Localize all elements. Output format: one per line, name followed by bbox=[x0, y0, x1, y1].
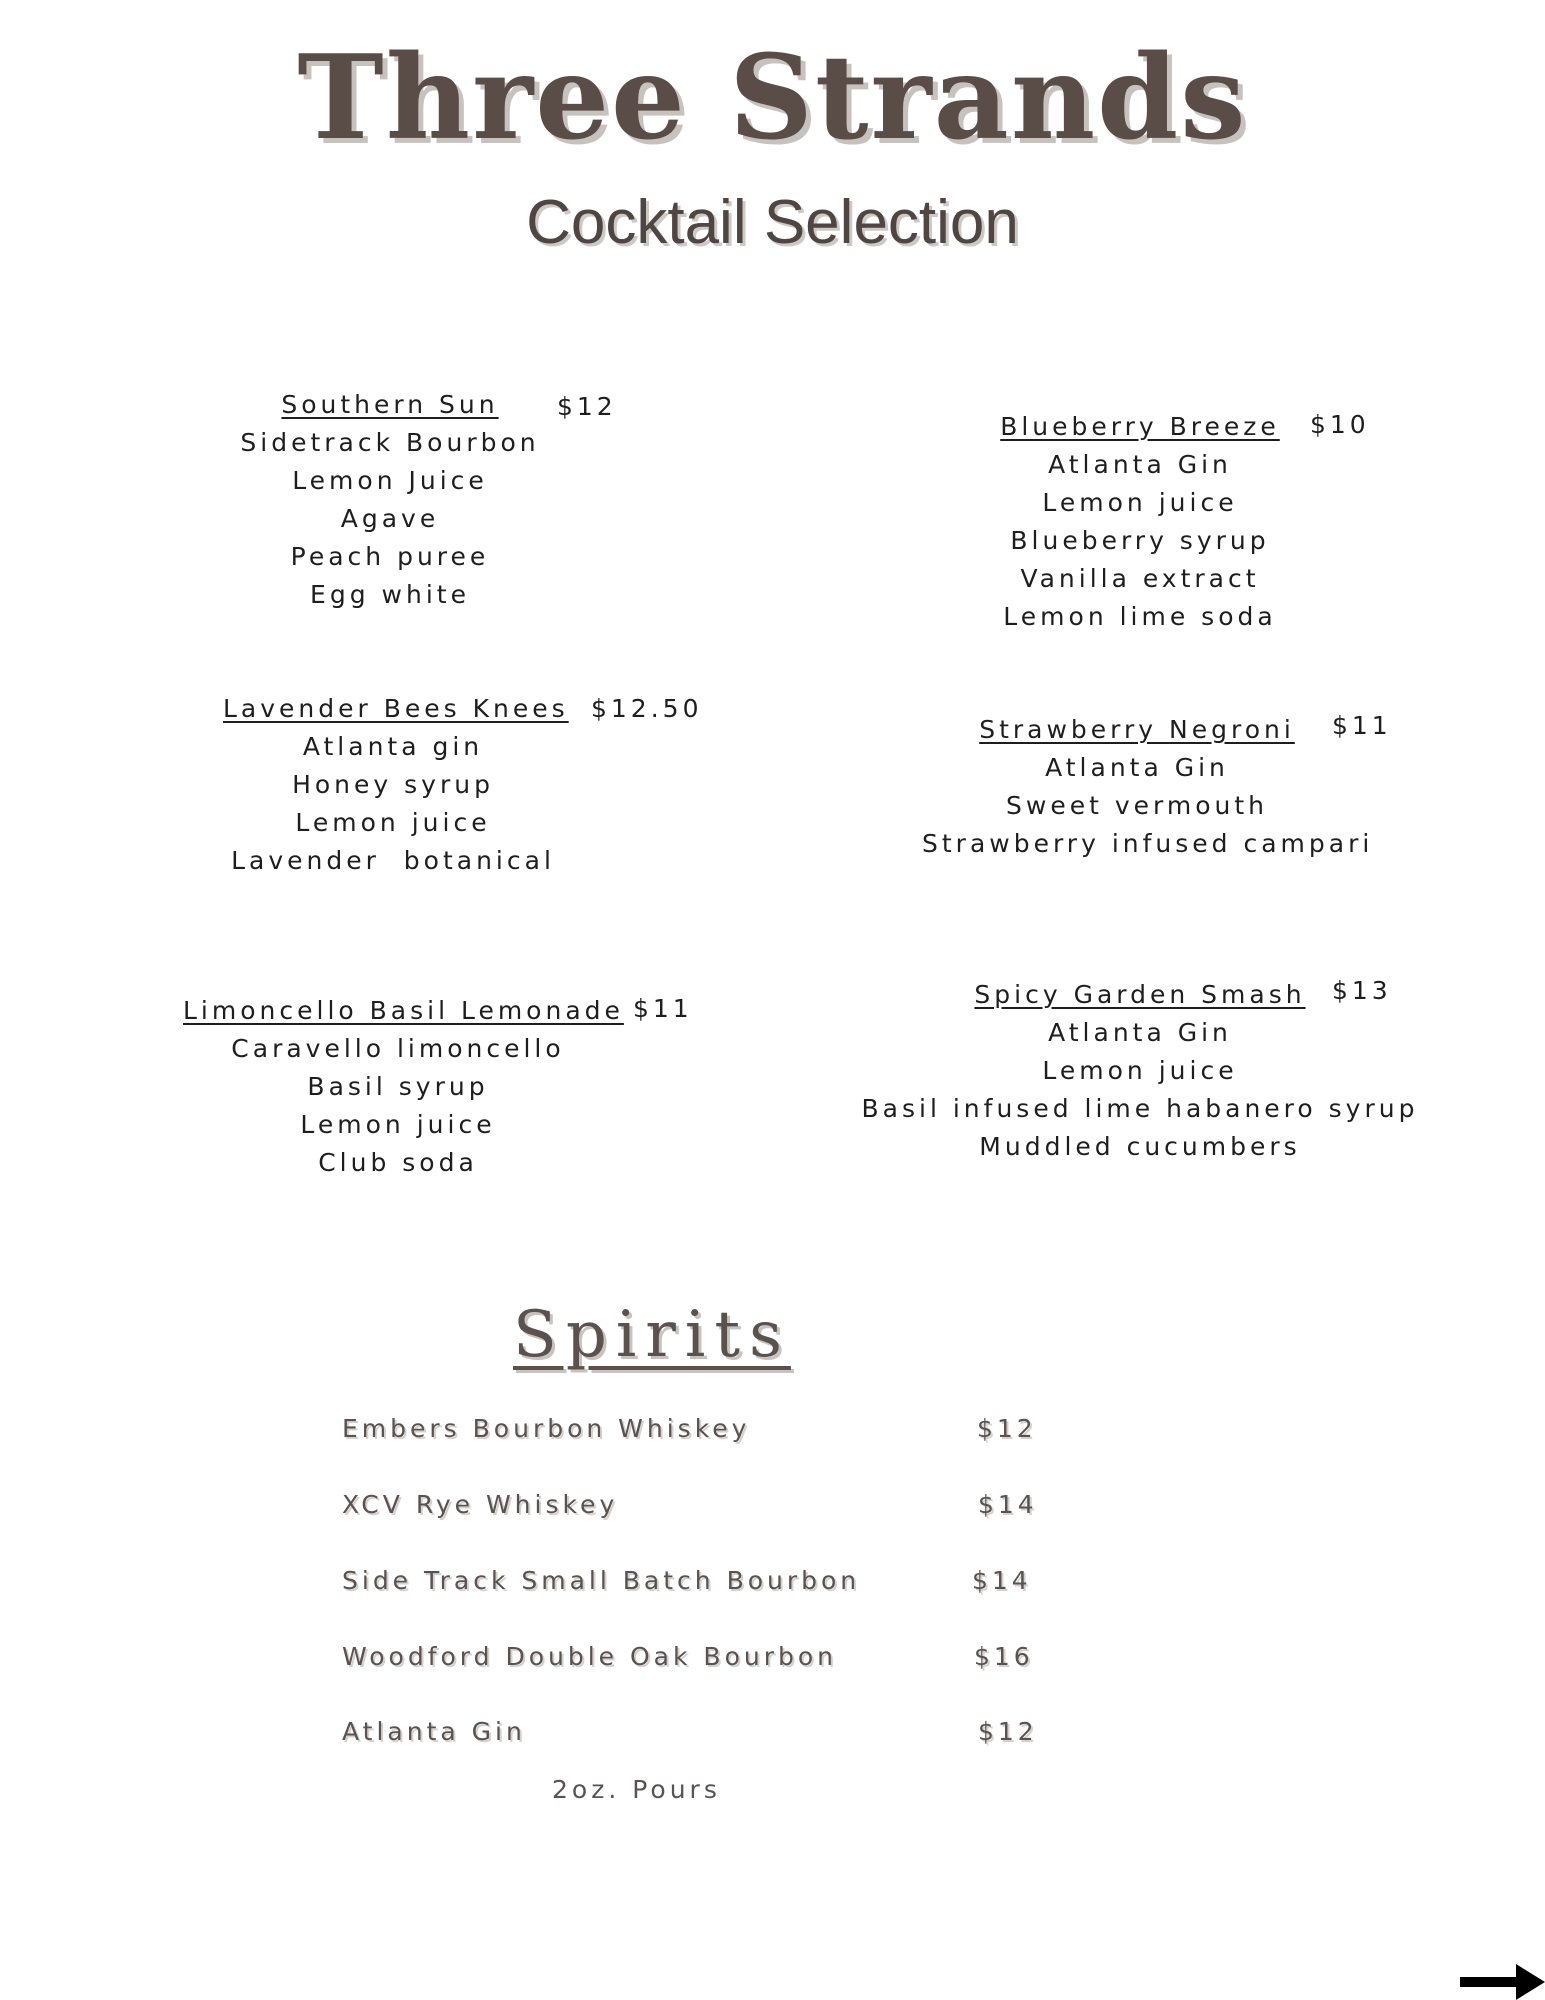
spirit-name: XCV Rye Whiskey bbox=[342, 1490, 619, 1519]
spirit-name: Woodford Double Oak Bourbon bbox=[342, 1642, 837, 1671]
spirit-name: Atlanta Gin bbox=[342, 1717, 526, 1746]
ingredient: Atlanta Gin bbox=[1045, 753, 1229, 782]
ingredient: Muddled cucumbers bbox=[979, 1132, 1301, 1161]
ingredient: Lavender botanical bbox=[231, 846, 555, 875]
spirit-row bbox=[342, 1490, 1042, 1530]
cocktail-price: $13 bbox=[1332, 976, 1392, 1005]
ingredient: Lemon juice bbox=[295, 808, 491, 837]
cocktail-name: Strawberry Negroni bbox=[979, 715, 1295, 744]
ingredient: Blueberry syrup bbox=[1010, 526, 1270, 555]
ingredient: Peach puree bbox=[290, 542, 490, 571]
ingredient: Honey syrup bbox=[292, 770, 494, 799]
spirit-name: Embers Bourbon Whiskey bbox=[342, 1414, 751, 1443]
ingredient: Lemon lime soda bbox=[1003, 602, 1277, 631]
ingredient: Basil infused lime habanero syrup bbox=[861, 1094, 1419, 1123]
cocktail-blueberry-breeze bbox=[990, 408, 1370, 636]
ingredient: Lemon juice bbox=[1042, 488, 1238, 517]
spirit-price: $14 bbox=[972, 1566, 1032, 1595]
ingredient-list bbox=[240, 424, 540, 614]
cocktail-name: Limoncello Basil Lemonade bbox=[183, 996, 624, 1025]
spirits-heading: Spirits bbox=[513, 1298, 791, 1372]
cocktail-price: $12 bbox=[557, 392, 617, 421]
ingredient: Atlanta Gin bbox=[1048, 450, 1232, 479]
ingredient: Egg white bbox=[310, 580, 470, 609]
spirit-row bbox=[342, 1642, 1042, 1682]
cocktail-limoncello-basil-lemonade bbox=[183, 992, 693, 1182]
spirit-price: $16 bbox=[974, 1642, 1034, 1671]
ingredient: Atlanta Gin bbox=[1048, 1018, 1232, 1047]
ingredient: Lemon juice bbox=[1042, 1056, 1238, 1085]
ingredient-list bbox=[223, 728, 563, 880]
cocktail-lavender-bees-knees bbox=[223, 690, 703, 880]
spirit-price: $12 bbox=[978, 1717, 1038, 1746]
ingredient-list bbox=[922, 749, 1374, 863]
cocktail-price: $10 bbox=[1310, 410, 1370, 439]
cocktail-name: Southern Sun bbox=[281, 390, 499, 419]
cocktail-name: Lavender Bees Knees bbox=[223, 694, 569, 723]
ingredient: Atlanta gin bbox=[302, 732, 484, 761]
ingredient-list bbox=[990, 446, 1290, 636]
ingredient: Strawberry infused campari bbox=[922, 829, 1374, 858]
menu-subtitle: Cocktail Selection bbox=[526, 188, 1019, 257]
brand-title: Three Strands bbox=[297, 30, 1248, 166]
cocktail-southern-sun bbox=[240, 386, 617, 614]
cocktail-name: Blueberry Breeze bbox=[1000, 412, 1280, 441]
ingredient: Vanilla extract bbox=[1020, 564, 1260, 593]
ingredient: Lemon juice bbox=[300, 1110, 496, 1139]
ingredient: Basil syrup bbox=[307, 1072, 489, 1101]
cocktail-price: $11 bbox=[1332, 711, 1392, 740]
spirit-name: Side Track Small Batch Bourbon bbox=[342, 1566, 861, 1595]
cocktail-spicy-garden-smash bbox=[860, 976, 1420, 1166]
ingredient-list bbox=[860, 1014, 1420, 1166]
cocktail-price: $12.50 bbox=[591, 694, 703, 723]
ingredient: Club soda bbox=[318, 1148, 478, 1177]
pour-size-note: 2oz. Pours bbox=[552, 1775, 721, 1804]
arrow-right-icon[interactable] bbox=[1460, 1962, 1545, 2000]
ingredient: Lemon Juice bbox=[292, 466, 488, 495]
spirit-row bbox=[342, 1414, 1042, 1454]
ingredient: Sweet vermouth bbox=[1006, 791, 1268, 820]
cocktail-strawberry-negroni bbox=[922, 711, 1392, 863]
cocktail-name: Spicy Garden Smash bbox=[974, 980, 1306, 1009]
spirit-price: $12 bbox=[977, 1414, 1037, 1443]
ingredient: Caravello limoncello bbox=[231, 1034, 565, 1063]
spirit-row bbox=[342, 1566, 1042, 1606]
ingredient-list bbox=[183, 1030, 613, 1182]
cocktail-price: $11 bbox=[633, 994, 693, 1023]
ingredient: Sidetrack Bourbon bbox=[240, 428, 540, 457]
ingredient: Agave bbox=[340, 504, 440, 533]
spirit-price: $14 bbox=[978, 1490, 1038, 1519]
spirit-row bbox=[342, 1717, 1042, 1757]
